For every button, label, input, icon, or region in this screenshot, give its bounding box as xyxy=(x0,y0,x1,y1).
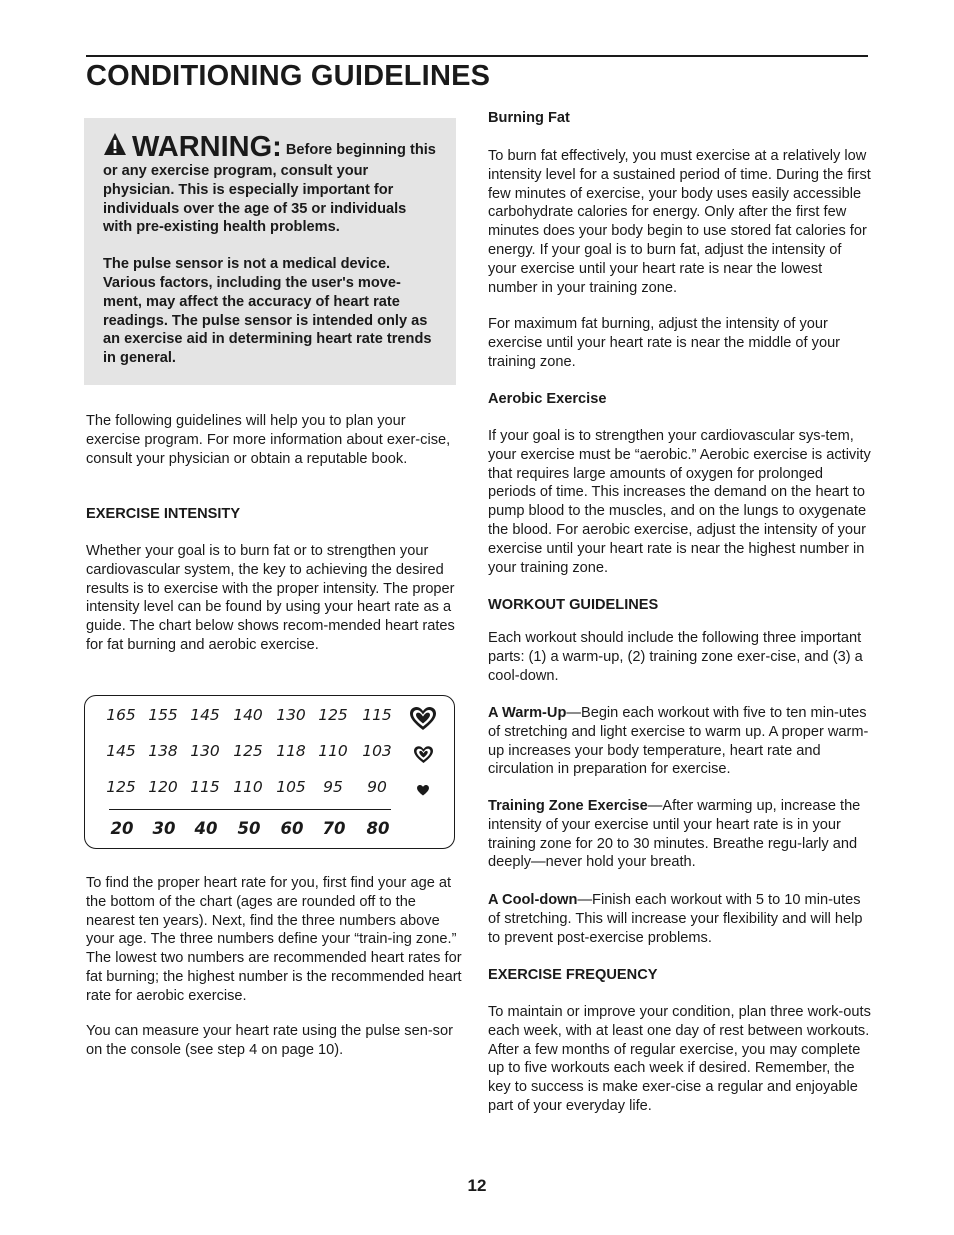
heart-rate-cell: 95 xyxy=(323,778,343,796)
training-zone-text: —After warming up, increase the intensity of your exercise until your heart rate is in your training zone for 20 to 30 minutes. Breathe regu-larly and deeply—never hold your breath. xyxy=(488,798,861,871)
age-cell: 20 xyxy=(110,819,134,838)
heart-rate-cell: 130 xyxy=(276,706,306,724)
workout-guidelines-text: Each workout should include the following three important parts: (1) a warm-up, (2) training zone exer-cise, and (3) a cool-down. xyxy=(488,630,863,684)
heart-rate-cell: 110 xyxy=(318,742,348,760)
exercise-frequency-heading: EXERCISE FREQUENCY xyxy=(488,967,658,983)
heart-rate-cell: 155 xyxy=(148,706,178,724)
warning-text-2: The pulse sensor is not a medical device. Various factors, including the user's move-ment, may affect the accuracy of heart rate readings. The pulse sensor is intended only as an exercise aid in determining heart rate trends in general. xyxy=(103,256,432,367)
burning-fat-heading: Burning Fat xyxy=(488,110,570,126)
max-fat-burning-text: For maximum fat burning, adjust the intensity of your exercise until your heart rate is near the middle of your training zone. xyxy=(488,316,841,370)
age-cell: 80 xyxy=(366,819,390,838)
find-heart-rate-text: To find the proper heart rate for you, first find your age at the bottom of the chart (ages are rounded off to the nearest ten years). Next, find the three numbers above your age. The three numbers define your “train-ing zone.” The lowest two numbers are recommended heart rates for fat burning; the highest number is the recommended heart rate for aerobic exercise. xyxy=(86,875,462,1004)
warning-lead: Before beginning xyxy=(285,142,406,158)
warning-text-1: this or any exercise program, consult your physician. This is especially important for individuals over the age of 35 or individuals with pre-existing health problems. xyxy=(103,142,436,236)
exercise-intensity-heading: EXERCISE INTENSITY xyxy=(86,506,241,522)
page-number: 12 xyxy=(467,1176,487,1195)
heart-rate-cell: 90 xyxy=(367,778,387,796)
age-cell: 40 xyxy=(194,819,218,838)
heart-rate-cell: 125 xyxy=(233,742,263,760)
heart-rate-cell: 118 xyxy=(276,742,306,760)
workout-guidelines-heading: WORKOUT GUIDELINES xyxy=(488,597,659,613)
heart-medium-icon xyxy=(414,746,433,764)
chart-divider xyxy=(109,809,391,810)
exercise-frequency-text: To maintain or improve your condition, plan three work-outs each week, with at least one day of rest between workouts. After a few months of regular exercise, you may complete up to five workouts each week if desired. Remember, the key to success is make exer-cise a regular and enjoyable part of your everyday life. xyxy=(488,1004,871,1114)
age-cell: 50 xyxy=(237,819,261,838)
warning-triangle-icon xyxy=(103,132,127,156)
age-cell: 30 xyxy=(152,819,176,838)
heart-rate-chart xyxy=(84,695,455,849)
heart-large-icon xyxy=(410,707,436,731)
burning-fat-text: To burn fat effectively, you must exercise at a relatively low intensity level for a sustained period of time. During the first few minutes of exercise, your body uses easily accessible carbohydrate calories for energy. Only after the first few minutes does your body begin to use stored fat calories for energy. If your goal is to burn fat, adjust the intensity of your exercise until your heart rate is near the lowest number in your training zone. xyxy=(488,148,871,296)
page-title: CONDITIONING GUIDELINES xyxy=(86,60,491,92)
warm-up-paragraph xyxy=(488,704,872,779)
measure-heart-rate-text: You can measure your heart rate using the pulse sen-sor on the console (see step 4 on page 10). xyxy=(86,1023,453,1058)
intro-text: The following guidelines will help you to plan your exercise program. For more information about exer-cise, consult your physician or obtain a reputable book. xyxy=(86,413,451,467)
heart-rate-cell: 165 xyxy=(106,706,136,724)
heart-rate-cell: 145 xyxy=(106,742,136,760)
heart-rate-cell: 130 xyxy=(190,742,220,760)
intensity-text: Whether your goal is to burn fat or to strengthen your cardiovascular system, the key to achieving the desired results is to exercise with the proper intensity. The proper intensity level can be found by using your heart rate as a guide. The chart below shows recom-mended heart rates for fat burning and aerobic exercise. xyxy=(86,543,455,653)
aerobic-exercise-heading: Aerobic Exercise xyxy=(488,391,607,407)
heart-rate-cell: 103 xyxy=(362,742,392,760)
heart-rate-cell: 120 xyxy=(148,778,178,796)
warning-paragraph-1 xyxy=(103,132,436,237)
heart-rate-cell: 125 xyxy=(318,706,348,724)
heart-small-icon xyxy=(417,785,429,796)
aerobic-exercise-text: If your goal is to strengthen your cardiovascular sys-tem, your exercise must be “aerobic.” Aerobic exercise is activity that requires large amounts of oxygen for prolonged periods of time. This increases the demand on the heart to pump blood to the muscles, and on the lungs to oxygenate the blood. For aerobic exercise, adjust the intensity of your exercise until your heart rate is near the highest number in your training zone. xyxy=(488,428,871,576)
warning-label: WARNING: xyxy=(132,131,282,163)
warning-box xyxy=(84,118,456,385)
heart-rate-cell: 138 xyxy=(148,742,178,760)
heart-rate-cell: 105 xyxy=(276,778,306,796)
heart-rate-cell: 115 xyxy=(190,778,220,796)
cool-down-paragraph xyxy=(488,891,872,947)
heart-rate-cell: 125 xyxy=(106,778,136,796)
warm-up-lead: A Warm-Up xyxy=(488,705,567,721)
training-zone-lead: Training Zone Exercise xyxy=(488,798,648,814)
heart-rate-cell: 145 xyxy=(190,706,220,724)
cool-down-lead: A Cool-down xyxy=(488,892,578,908)
cool-down-text: —Finish each workout with 5 to 10 min-utes of stretching. This will increase your flexibility and will help to prevent post-exercise problems. xyxy=(488,892,863,946)
heart-rate-cell: 140 xyxy=(233,706,263,724)
heart-rate-cell: 110 xyxy=(233,778,263,796)
age-cell: 60 xyxy=(280,819,304,838)
training-zone-paragraph xyxy=(488,797,872,872)
age-cell: 70 xyxy=(322,819,346,838)
heart-rate-cell: 115 xyxy=(362,706,392,724)
warm-up-text: —Begin each workout with five to ten min-utes of stretching and light exercise to warm up. A proper warm-up increases your body temperature, heart rate and circulation in preparation for exercise. xyxy=(488,705,869,778)
header-rule xyxy=(86,55,868,57)
